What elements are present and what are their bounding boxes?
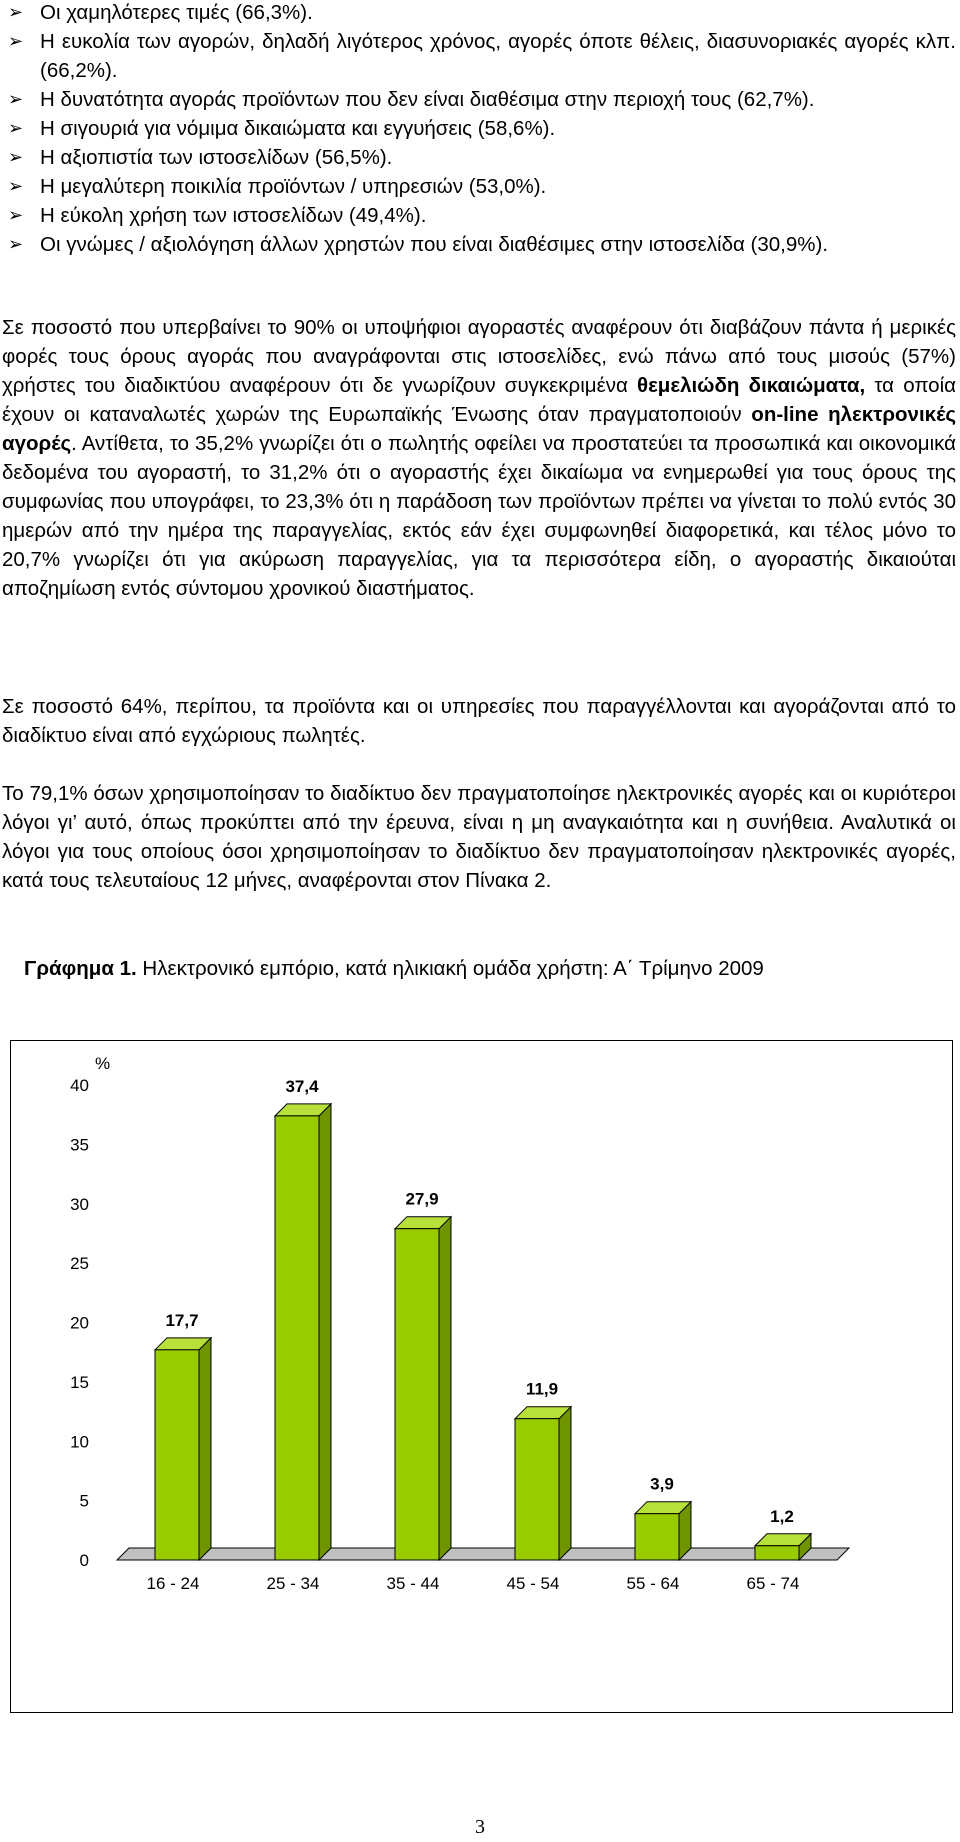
bold-phrase: θεμελιώδη δικαιώματα, (637, 374, 866, 397)
bar-value-label: 27,9 (405, 1189, 439, 1209)
list-item-text: Οι γνώμες / αξιολόγηση άλλων χρηστών που είναι διαθέσιμες στην ιστοσελίδα (30,9%). (40, 233, 829, 256)
list-item (8, 85, 956, 114)
list-item (8, 27, 956, 85)
non-purchase-reasons-paragraph: Το 79,1% όσων χρησιμοποίησαν το διαδίκτυο δεν πραγματοποίησε ηλεκτρονικές αγορές και οι κυριότεροι λόγοι γι’ αυτό, όπως προκύπτει από την έρευνα, είναι η μη αναγκαιότητα και η συνήθεια. Αναλυτικά οι λόγοι για τους οποίους όσοι χρησιμοποίησαν το διαδίκτυο δεν πραγματοποίησαν ηλεκτρονικές αγορές, κατά τους τελευταίους 12 μήνες, αναφέρονται στον Πίνακα 2. (2, 782, 956, 892)
chart-canvas (11, 1041, 952, 1712)
bar (635, 1514, 679, 1560)
paragraph-text: Σε ποσοστό που υπερβαίνει το 90% οι υποψήφιοι αγοραστές αναφέρουν ότι διαβάζουν πάντα ή μερικές φορές τους όρους αγοράς που αναγράφονται στις ιστοσελίδες, ενώ πάνω από τους μισούς (57%) χρήστες του διαδικτύου αναφέρουν ότι δε γνωρίζουν συγκεκριμένα (2, 316, 956, 397)
bar-side (319, 1104, 331, 1560)
list-item (8, 114, 956, 143)
x-category-label: 25 - 34 (266, 1574, 320, 1593)
bar-value-label: 3,9 (650, 1474, 674, 1494)
bar (395, 1229, 439, 1560)
list-item-text: Η ευκολία των αγορών, δηλαδή λιγότερος χρόνος, αγορές όποτε θέλεις, διασυνοριακές αγορές κλπ. (66,2%). (40, 30, 956, 82)
y-tick-label: 10 (70, 1432, 89, 1452)
caption-label: Γράφημα 1. (24, 957, 137, 980)
x-category-label: 35 - 44 (386, 1574, 440, 1593)
y-tick-label: 30 (70, 1194, 89, 1214)
bar-side (559, 1407, 571, 1560)
arrow-bullet-icon: ➢ (8, 118, 24, 138)
list-item (8, 143, 956, 172)
x-category-label: 45 - 54 (506, 1574, 560, 1593)
arrow-bullet-icon: ➢ (8, 2, 24, 22)
y-tick-label: 40 (70, 1076, 89, 1095)
list-item-text: Η σιγουριά για νόμιμα δικαιώματα και εγγυήσεις (58,6%). (40, 117, 556, 140)
list-item-text: Η μεγαλύτερη ποικιλία προϊόντων / υπηρεσιών (53,0%). (40, 175, 547, 198)
y-axis-unit: % (95, 1054, 111, 1073)
paragraph-text: τα οποία έχουν οι καταναλωτές χωρών της Ευρωπαϊκής Ένωσης όταν πραγματοποιούν (2, 374, 956, 426)
caption-text: Ηλεκτρονικό εμπόριο, κατά ηλικιακή ομάδα χρήστη: Α΄ Τρίμηνο 2009 (136, 957, 764, 980)
bar-value-label: 37,4 (285, 1076, 319, 1096)
bar (275, 1116, 319, 1560)
bar (155, 1350, 199, 1560)
bar (515, 1419, 559, 1560)
bar-side (199, 1338, 211, 1560)
arrow-bullet-icon: ➢ (8, 31, 24, 51)
reasons-bullet-list (8, 0, 956, 259)
rights-awareness-paragraph (2, 313, 956, 603)
y-tick-label: 25 (70, 1254, 89, 1274)
list-item-text: Οι χαμηλότερες τιμές (66,3%). (40, 1, 313, 24)
y-tick-label: 35 (70, 1135, 89, 1155)
bar (755, 1546, 799, 1560)
bar-value-label: 1,2 (770, 1506, 794, 1526)
domestic-sellers-paragraph: Σε ποσοστό 64%, περίπου, τα προϊόντα και οι υπηρεσίες που παραγγέλλονται και αγοράζονται από το διαδίκτυο είναι από εγχώριους πωλητές. (2, 695, 956, 747)
arrow-bullet-icon: ➢ (8, 205, 24, 225)
chart-floor (117, 1548, 849, 1560)
list-item-text: Η δυνατότητα αγοράς προϊόντων που δεν είναι διαθέσιμα στην περιοχή τους (62,7%). (40, 88, 815, 111)
y-tick-label: 5 (79, 1491, 89, 1511)
list-item (8, 201, 956, 230)
paragraph-text: . Αντίθετα, το 35,2% γνωρίζει ότι ο πωλητής οφείλει να προστατεύει τα προσωπικά και οικονομικά δεδομένα του αγοραστή, το 31,2% ότι ο αγοραστής έχει δικαίωμα να ενημερωθεί για τους όρους της συμφωνίας που υπογράφει, το 23,3% ότι η παράδοση των προϊόντων πρέπει να γίνεται το πολύ εντός 30 ημερών από την ημέρα της παραγγελίας, εκτός εάν έχει συμφωνηθεί διαφορετικά, και τέλος μόνο το 20,7% γνωρίζει ότι για ακύρωση παραγγελίας, για τα περισσότερα είδη, ο αγοραστής δικαιούται αποζημίωση εντός σύντομου χρονικού διαστήματος. (2, 432, 956, 600)
arrow-bullet-icon: ➢ (8, 234, 24, 254)
x-category-label: 65 - 74 (746, 1574, 800, 1593)
arrow-bullet-icon: ➢ (8, 147, 24, 167)
bar-side (439, 1217, 451, 1560)
y-tick-label: 20 (70, 1313, 89, 1333)
x-category-label: 55 - 64 (626, 1574, 680, 1593)
arrow-bullet-icon: ➢ (8, 89, 24, 109)
arrow-bullet-icon: ➢ (8, 176, 24, 196)
page-number: 3 (475, 1816, 485, 1838)
age-group-bar-chart (10, 1040, 953, 1713)
list-item (8, 0, 956, 27)
y-tick-label: 15 (70, 1372, 89, 1392)
list-item (8, 172, 956, 201)
list-item (8, 230, 956, 259)
bold-phrase: on-line ηλεκτρονικές αγορές (2, 403, 956, 455)
list-item-text: Η αξιοπιστία των ιστοσελίδων (56,5%). (40, 146, 393, 169)
y-tick-label: 0 (79, 1551, 89, 1570)
list-item-text: Η εύκολη χρήση των ιστοσελίδων (49,4%). (40, 204, 427, 227)
bar-value-label: 11,9 (525, 1379, 559, 1399)
bar-value-label: 17,7 (165, 1310, 199, 1330)
x-category-label: 16 - 24 (146, 1574, 200, 1593)
chart-caption (24, 954, 954, 983)
